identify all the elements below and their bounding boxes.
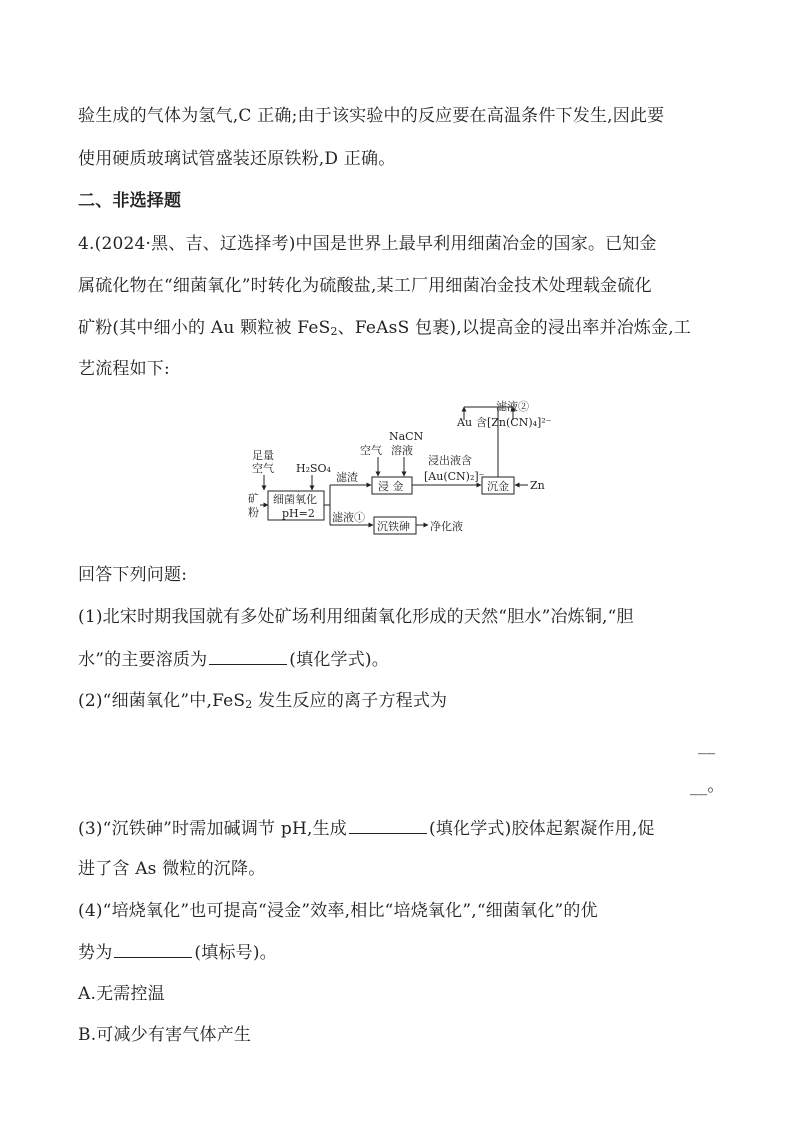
box3-label: 沉金 bbox=[487, 480, 509, 493]
section-heading: 二、非选择题 bbox=[78, 191, 182, 211]
option-b[interactable]: B.可减少有害气体产生 bbox=[78, 1025, 252, 1045]
question-4-line-3 bbox=[78, 315, 691, 345]
question-4-line-1: 4.(2024·黑、吉、辽选择考)中国是世界上最早利用细菌冶金的国家。已知金 bbox=[78, 234, 657, 254]
nacn-label-1: NaCN bbox=[389, 430, 424, 443]
leach-label-1: 浸出液含 bbox=[428, 454, 472, 467]
question-4-line-4: 艺流程如下: bbox=[78, 359, 170, 379]
q1-answer-blank[interactable] bbox=[209, 646, 287, 665]
option-a[interactable]: A.无需控温 bbox=[78, 984, 165, 1004]
q3-answer-blank[interactable] bbox=[349, 815, 427, 834]
q2-a: (2)“细菌氧化”中,FeS bbox=[78, 691, 246, 711]
q3-line-1 bbox=[78, 815, 655, 842]
q4-l3-sub: 2 bbox=[330, 325, 338, 338]
q4-question-line-1: (4)“培烧氧化”也可提高“浸金”效率,相比“培烧氧化”,“细菌氧化”的优 bbox=[78, 901, 598, 921]
leach-label-2: [Au(CN)₂]⁻ bbox=[424, 470, 485, 483]
residue-label: 滤渣 bbox=[336, 471, 358, 484]
q1-l2-b: (填化学式)。 bbox=[289, 650, 389, 670]
box2-label: 浸 金 bbox=[378, 480, 404, 493]
q2-line bbox=[78, 688, 447, 718]
q4-l3-part-a: 矿粉(其中细小的 Au 颗粒被 FeS bbox=[78, 318, 331, 338]
q3-line-2: 进了含 As 微粒的沉降。 bbox=[78, 859, 266, 879]
filtrate1-label: 滤液① bbox=[332, 511, 365, 524]
enough-air-label-1: 足量 bbox=[252, 449, 274, 462]
q4q-l2-b: (填标号)。 bbox=[194, 943, 277, 963]
q1-line-1: (1)北宋时期我国就有多处矿场利用细菌氧化形成的天然“胆水”冶炼铜,“胆 bbox=[78, 607, 634, 627]
ore-label-1: 矿 bbox=[248, 492, 259, 505]
zn-complex-label: 含[Zn(CN)₄]²⁻ bbox=[476, 416, 552, 429]
q2-b: 发生反应的离子方程式为 bbox=[252, 691, 448, 711]
q2-answer-dash[interactable]: __ bbox=[698, 735, 716, 755]
q3-l1-a: (3)“沉铁砷”时需加碱调节 pH,生成 bbox=[78, 819, 347, 839]
line-1: 验生成的气体为氢气,C 正确;由于该实验中的反应要在高温条件下发生,因此要 bbox=[78, 106, 665, 126]
box4-label: 沉铁砷 bbox=[377, 520, 410, 533]
q4-answer-blank[interactable] bbox=[114, 939, 192, 958]
q1-line-2 bbox=[78, 646, 389, 673]
line-2: 使用硬质玻璃试管盛装还原铁粉,D 正确。 bbox=[78, 149, 396, 169]
q2-answer-end[interactable]: __。 bbox=[690, 776, 725, 796]
nacn-label-2: 溶液 bbox=[391, 444, 413, 457]
zn-label: Zn bbox=[530, 479, 545, 492]
enough-air-label-2: 空气 bbox=[252, 462, 274, 475]
q4-question-line-2 bbox=[78, 939, 277, 966]
au-label: Au bbox=[457, 416, 473, 429]
q4q-l2-a: 势为 bbox=[78, 943, 113, 963]
q4-l3-part-b: 、FeAsS 包裹),以提高金的浸出率并冶炼金,工 bbox=[337, 318, 692, 338]
air-label: 空气 bbox=[360, 444, 382, 457]
q1-l2-a: 水”的主要溶质为 bbox=[78, 650, 208, 670]
clean-label: 净化液 bbox=[430, 520, 463, 533]
box1-line-1: 细菌氧化 bbox=[273, 493, 317, 506]
answer-intro: 回答下列问题: bbox=[78, 565, 188, 585]
process-flow-diagram bbox=[238, 392, 558, 542]
h2so4-label: H₂SO₄ bbox=[296, 462, 331, 475]
q3-l1-b: (填化学式)胶体起絮凝作用,促 bbox=[428, 819, 655, 839]
ore-label-2: 粉 bbox=[248, 506, 259, 519]
q2-sub: 2 bbox=[245, 698, 253, 711]
filtrate2-label: 滤液② bbox=[496, 400, 529, 413]
question-4-line-2: 属硫化物在“细菌氧化”时转化为硫酸盐,某工厂用细菌冶金技术处理载金硫化 bbox=[78, 276, 652, 296]
box1-line-2: pH=2 bbox=[282, 507, 315, 520]
